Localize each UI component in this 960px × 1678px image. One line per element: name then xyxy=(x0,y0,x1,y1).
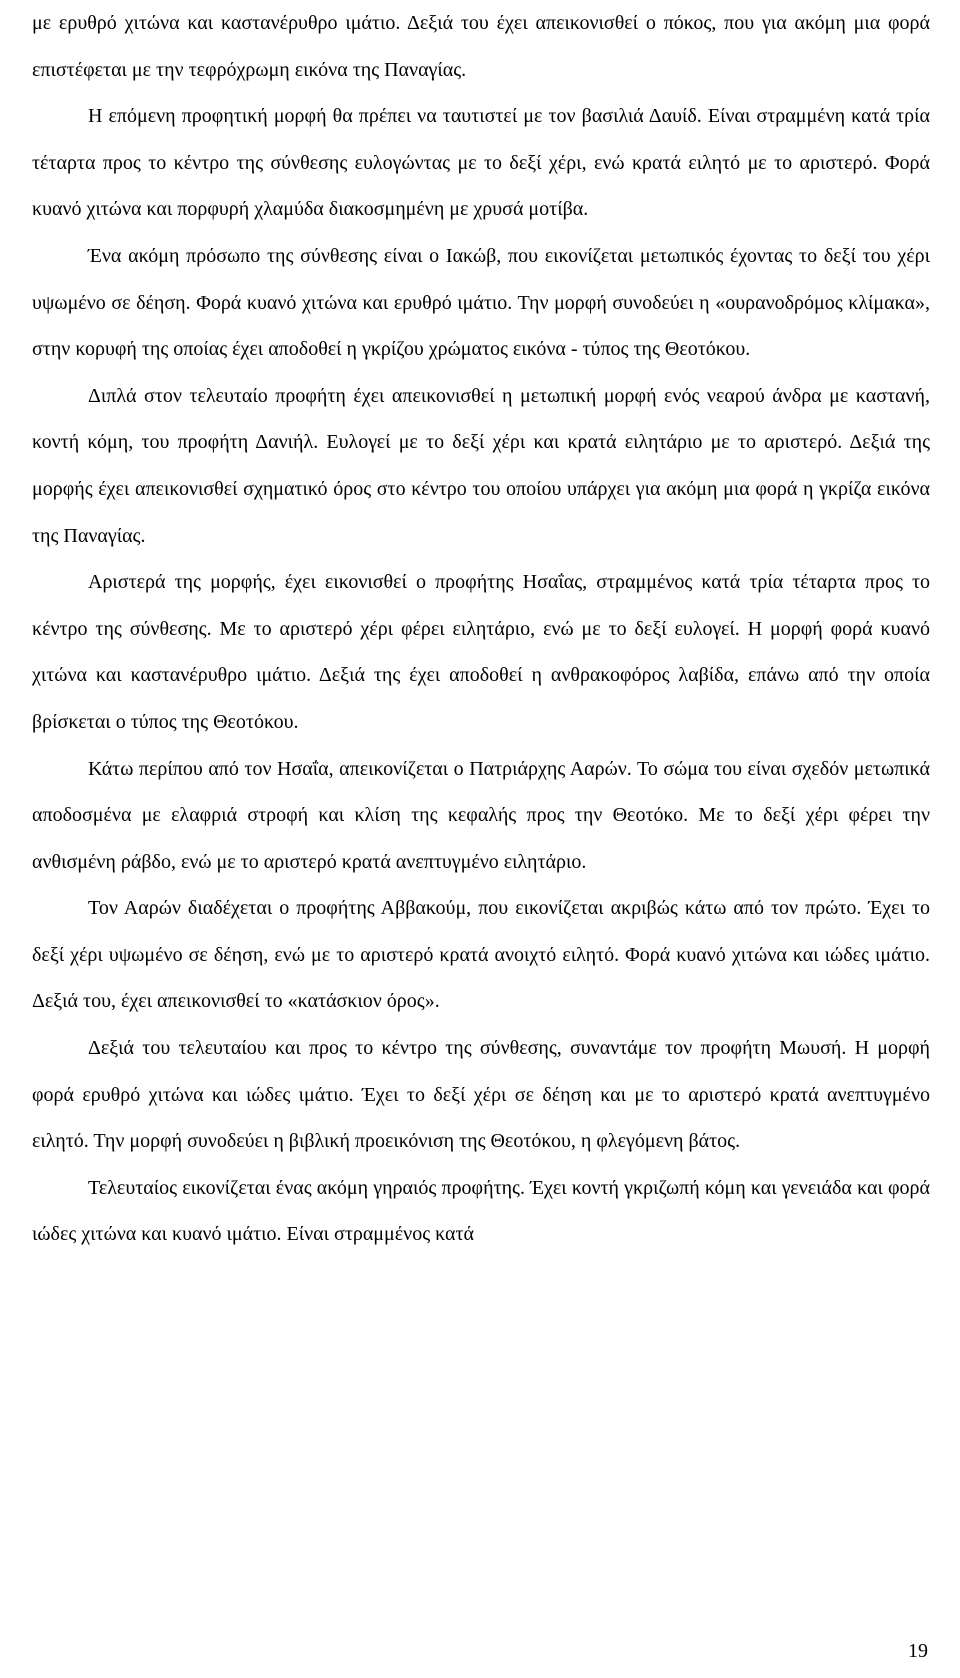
paragraph-6: Κάτω περίπου από τον Ησαΐα, απεικονίζεται ο Πατριάρχης Ααρών. Το σώμα του είναι σχεδόν μετωπικά αποδοσμένα με ελαφριά στροφή και κλίση της κεφαλής προς την Θεοτόκο. Με το δεξί χέρι φέρει την ανθισμένη ράβδο, ενώ με το αριστερό κρατά ανεπτυγμένο ειλητάριο. xyxy=(32,757,930,873)
paragraph-5: Αριστερά της μορφής, έχει εικονισθεί ο προφήτης Ησαΐας, στραμμένος κατά τρία τέταρτα προς το κέντρο της σύνθεσης. Με το αριστερό χέρι φέρει ειλητάριο, ενώ με το δεξί ευλογεί. Η μορφή φορά κυανό χιτώνα και καστανέρυθρο ιμάτιο. Δεξιά της έχει αποδοθεί η ανθρακοφόρος λαβίδα, επάνω από την οποία βρίσκεται ο τύπος της Θεοτόκου. xyxy=(32,571,930,733)
paragraph-9: Τελευταίος εικονίζεται ένας ακόμη γηραιός προφήτης. Έχει κοντή γκριζωπή κόμη και γενειάδα και φορά ιώδες χιτώνα και κυανό ιμάτιο. Είναι στραμμένος κατά xyxy=(32,1176,930,1246)
paragraph-7: Τον Ααρών διαδέχεται ο προφήτης Αββακούμ, που εικονίζεται ακριβώς κάτω από τον πρώτο. Έχει το δεξί χέρι υψωμένο σε δέηση, ενώ με το αριστερό κρατά ανοιχτό ειλητό. Φορά κυανό χιτώνα και ιώδες ιμάτιο. Δεξιά του, έχει απεικονισθεί το «κατάσκιον όρος». xyxy=(32,897,930,1013)
paragraph-8: Δεξιά του τελευταίου και προς το κέντρο της σύνθεσης, συναντάμε τον προφήτη Μωυσή. Η μορφή φορά ερυθρό χιτώνα και ιώδες ιμάτιο. Έχει το δεξί χέρι σε δέηση και με το αριστερό κρατά ανεπτυγμένο ειλητό. Την μορφή συνοδεύει η βιβλική προεικόνιση της Θεοτόκου, η φλεγόμενη βάτος. xyxy=(32,1037,930,1153)
paragraph-3: Ένα ακόμη πρόσωπο της σύνθεσης είναι ο Ιακώβ, που εικονίζεται μετωπικός έχοντας το δεξί του χέρι υψωμένο σε δέηση. Φορά κυανό χιτώνα και ερυθρό ιμάτιο. Την μορφή συνοδεύει η «ουρανοδρόμος κλίμακα», στην κορυφή της οποίας έχει αποδοθεί η γκρίζου χρώματος εικόνα - τύπος της Θεοτόκου. xyxy=(32,244,930,361)
body-text xyxy=(32,0,930,1258)
paragraph-4: Διπλά στον τελευταίο προφήτη έχει απεικονισθεί η μετωπική μορφή ενός νεαρού άνδρα με καστανή, κοντή κόμη, του προφήτη Δανιήλ. Ευλογεί με το δεξί χέρι και κρατά ειλητάριο με το αριστερό. Δεξιά της μορφής έχει απεικονισθεί σχηματικό όρος στο κέντρο του οποίου υπάρχει για ακόμη μια φορά η γκρίζα εικόνα της Παναγίας. xyxy=(32,384,930,547)
paragraph-2: Η επόμενη προφητική μορφή θα πρέπει να ταυτιστεί με τον βασιλιά Δαυίδ. Είναι στραμμένη κατά τρία τέταρτα προς το κέντρο της σύνθεσης ευλογώντας με το δεξί χέρι, ενώ κρατά ειλητό με το αριστερό. Φορά κυανό χιτώνα και πορφυρή χλαμύδα διακοσμημένη με χρυσά μοτίβα. xyxy=(32,105,930,221)
page-number: 19 xyxy=(908,1640,928,1662)
paragraph-1: με ερυθρό χιτώνα και καστανέρυθρο ιμάτιο. Δεξιά του έχει απεικονισθεί ο πόκος, που για ακόμη μια φορά επιστέφεται με την τεφρόχρωμη εικόνα της Παναγίας. xyxy=(32,12,930,81)
